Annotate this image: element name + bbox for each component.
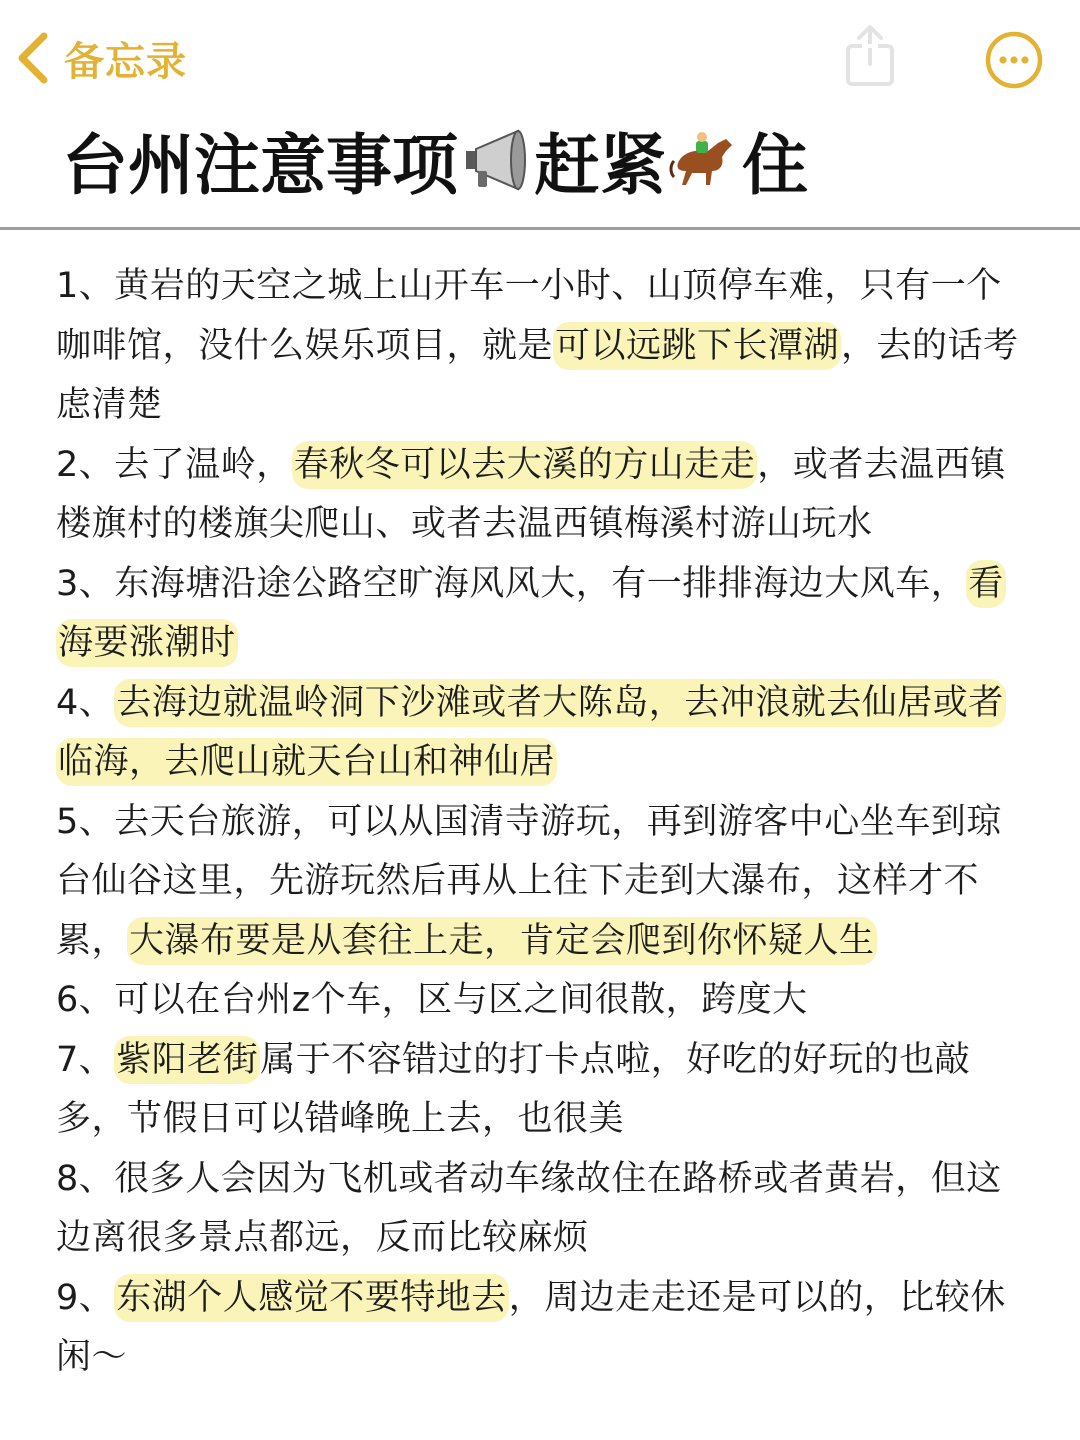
- list-item: 7、紫阳老街属于不容错过的打卡点啦，好吃的好玩的也敲多，节假日可以错峰晚上去，也很美: [56, 1031, 1031, 1150]
- more-options-icon[interactable]: [984, 30, 1044, 90]
- chevron-left-icon: [14, 28, 54, 88]
- highlighted-text: 去海边就温岭洞下沙滩或者大陈岛，去冲浪就去仙居或者临海，去爬山就天台山和神仙居: [56, 679, 1006, 787]
- list-item: 8、很多人会因为飞机或者动车缘故住在路桥或者黄岩，但这边离很多景点都远，反而比较麻烦: [56, 1158, 1002, 1258]
- list-item: 6、可以在台州z个车，区与区之间很散，跨度大: [56, 980, 808, 1020]
- highlighted-text: 春秋冬可以去大溪的方山走走: [292, 441, 758, 489]
- list-item: 3、东海塘沿途公路空旷海风风大，有一排排海边大风车，看海要涨潮时: [56, 555, 1031, 674]
- back-button[interactable]: [14, 28, 187, 88]
- back-label: 备忘录: [64, 38, 187, 85]
- share-icon[interactable]: [842, 24, 898, 88]
- list-item: 1、黄岩的天空之城上山开车一小时、山顶停车难，只有一个咖啡馆，没什么娱乐项目，就是可以远跳下长潭湖，去的话考虑清楚: [56, 266, 1019, 425]
- highlighted-text: 看海要涨潮时: [56, 560, 1006, 668]
- top-bar: [0, 0, 1080, 118]
- list-item: 2、去了温岭，春秋冬可以去大溪的方山走走，或者去温西镇楼旗村的楼旗尖爬山、或者去温西镇梅溪村游山玩水: [56, 436, 1031, 555]
- list-item: 5、去天台旅游，可以从国清寺游玩，再到游客中心坐车到琼台仙谷这里，先游玩然后再从上往下走到大瀑布，这样才不累，大瀑布要是从套往上走，肯定会爬到你怀疑人生: [56, 793, 1031, 972]
- title-divider: [0, 227, 1080, 230]
- list-item: 4、去海边就温岭洞下沙滩或者大陈岛，去冲浪就去仙居或者临海，去爬山就天台山和神仙居: [56, 674, 1031, 793]
- horse-racing-icon: [668, 123, 740, 195]
- note-title: [62, 116, 808, 202]
- highlighted-text: 紫阳老街: [114, 1036, 260, 1084]
- title-text-part1: 台州注意事项: [62, 126, 458, 204]
- note-body[interactable]: [56, 257, 1031, 1388]
- title-text-part2: 赶紧: [534, 126, 666, 204]
- highlighted-text: 大瀑布要是从套往上走，肯定会爬到你怀疑人生: [127, 917, 877, 965]
- megaphone-icon: [460, 123, 532, 195]
- highlighted-text: 可以远跳下长潭湖: [553, 322, 841, 370]
- list-item: 9、东湖个人感觉不要特地去，周边走走还是可以的，比较休闲～: [56, 1269, 1031, 1388]
- highlighted-text: 东湖个人感觉不要特地去: [114, 1274, 509, 1322]
- title-text-part3: 住: [742, 126, 808, 204]
